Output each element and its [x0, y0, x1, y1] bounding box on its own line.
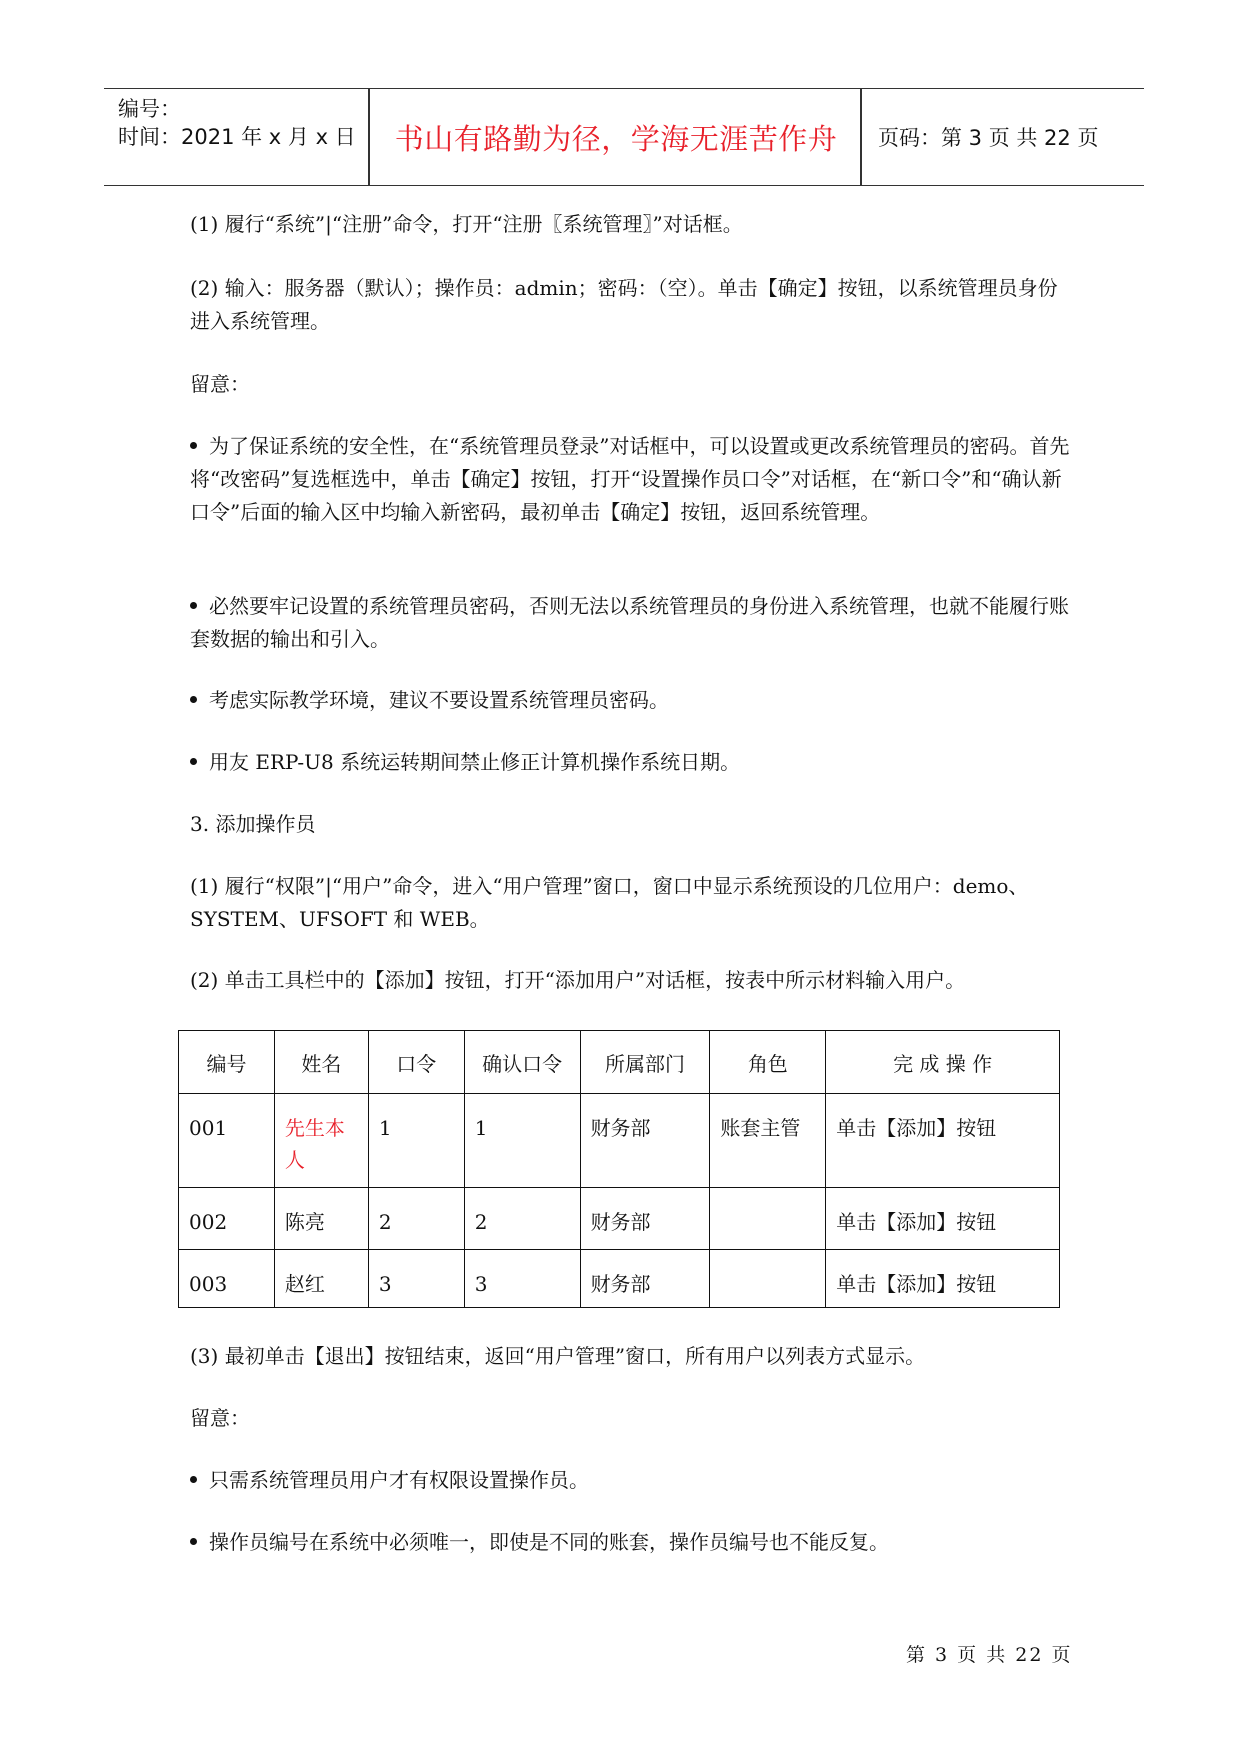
table-cell: 001: [179, 1094, 275, 1188]
bullet-icon: [190, 696, 197, 703]
table-cell: [710, 1188, 826, 1250]
user-table: [178, 1030, 1060, 1308]
number-label: 编号：: [118, 97, 181, 121]
note-heading: 留意：: [190, 1406, 250, 1430]
table-cell: 单击【添加】按钮: [826, 1094, 1060, 1188]
list-item: 操作员编号在系统中必须唯一，即使是不同的账套，操作员编号也不能反复。: [190, 1526, 1070, 1559]
paragraph: (1) 履行“权限”|“用户”命令，进入“用户管理”窗口，窗口中显示系统预设的几位用户：demo、SYSTEM、UFSOFT 和 WEB。: [190, 874, 1029, 931]
bullet-icon: [190, 1538, 197, 1545]
page-footer: 第 3 页 共 22 页: [906, 1644, 1073, 1666]
section-heading: 3. 添加操作员: [190, 812, 316, 836]
table-header-row: [179, 1031, 1060, 1094]
list-item: 必然要牢记设置的系统管理员密码，否则无法以系统管理员的身份进入系统管理，也就不能履行账套数据的输出和引入。: [190, 594, 1069, 651]
column-header: 确认口令: [464, 1031, 580, 1094]
list-item: 用友 ERP-U8 系统运转期间禁止修正计算机操作系统日期。: [190, 746, 1070, 779]
column-header: 完 成 操 作: [826, 1031, 1060, 1094]
list-item: 只需系统管理员用户才有权限设置操作员。: [190, 1464, 1070, 1497]
table-cell: 财务部: [580, 1250, 710, 1308]
table-row: [179, 1250, 1060, 1308]
bullet-icon: [190, 758, 197, 765]
table-cell: 3: [368, 1250, 464, 1308]
table-cell: 2: [368, 1188, 464, 1250]
list-item: 考虑实际教学环境，建议不要设置系统管理员密码。: [190, 684, 1070, 717]
column-header: 角色: [710, 1031, 826, 1094]
column-header: 口令: [368, 1031, 464, 1094]
table-cell: [710, 1250, 826, 1308]
table-cell: 赵红: [274, 1250, 368, 1308]
time-label: 时间：2021 年 x 月 x 日: [118, 125, 356, 149]
column-header: 编号: [179, 1031, 275, 1094]
table-row: [179, 1188, 1060, 1250]
table-cell: 003: [179, 1250, 275, 1308]
paragraph: (3) 最初单击【退出】按钮结束，返回“用户管理”窗口，所有用户以列表方式显示。: [190, 1344, 926, 1368]
bullet-icon: [190, 602, 197, 609]
header-motto: 书山有路勤为径，学海无涯苦作舟: [394, 121, 838, 156]
table-cell: 先生本人: [274, 1094, 368, 1188]
list-item: 为了保证系统的安全性，在“系统管理员登录”对话框中，可以设置或更改系统管理员的密码。首先将“改密码”复选框选中，单击【确定】按钮，打开“设置操作员口令”对话框，在“新口令”和“确认新口令”后面的输入区中均输入新密码，最初单击【确定】按钮，返回系统管理。: [190, 434, 1070, 524]
table-cell: 单击【添加】按钮: [826, 1250, 1060, 1308]
header-page-label: 页码：第 3 页 共 22 页: [878, 126, 1099, 150]
table-cell: 财务部: [580, 1188, 710, 1250]
table-cell: 1: [464, 1094, 580, 1188]
paragraph: (2) 单击工具栏中的【添加】按钮，打开“添加用户”对话框，按表中所示材料输入用户。: [190, 968, 966, 992]
table-cell: 单击【添加】按钮: [826, 1188, 1060, 1250]
header-divider: [368, 89, 370, 185]
table-cell: 3: [464, 1250, 580, 1308]
paragraph: (2) 输入：服务器（默认）；操作员：admin；密码：（空）。单击【确定】按钮，以系统管理员身份进入系统管理。: [190, 276, 1058, 333]
table-cell: 账套主管: [710, 1094, 826, 1188]
table-cell: 财务部: [580, 1094, 710, 1188]
note-heading: 留意：: [190, 372, 250, 396]
table-cell: 陈亮: [274, 1188, 368, 1250]
paragraph: (1) 履行“系统”|“注册”命令，打开“注册〖系统管理〗”对话框。: [190, 212, 743, 236]
table-cell: 2: [464, 1188, 580, 1250]
column-header: 姓名: [274, 1031, 368, 1094]
table-row: [179, 1094, 1060, 1188]
bullet-icon: [190, 1476, 197, 1483]
bullet-icon: [190, 442, 197, 449]
page-header: [104, 88, 1144, 186]
column-header: 所属部门: [580, 1031, 710, 1094]
table-cell: 1: [368, 1094, 464, 1188]
table-cell: 002: [179, 1188, 275, 1250]
header-meta: [118, 89, 366, 185]
